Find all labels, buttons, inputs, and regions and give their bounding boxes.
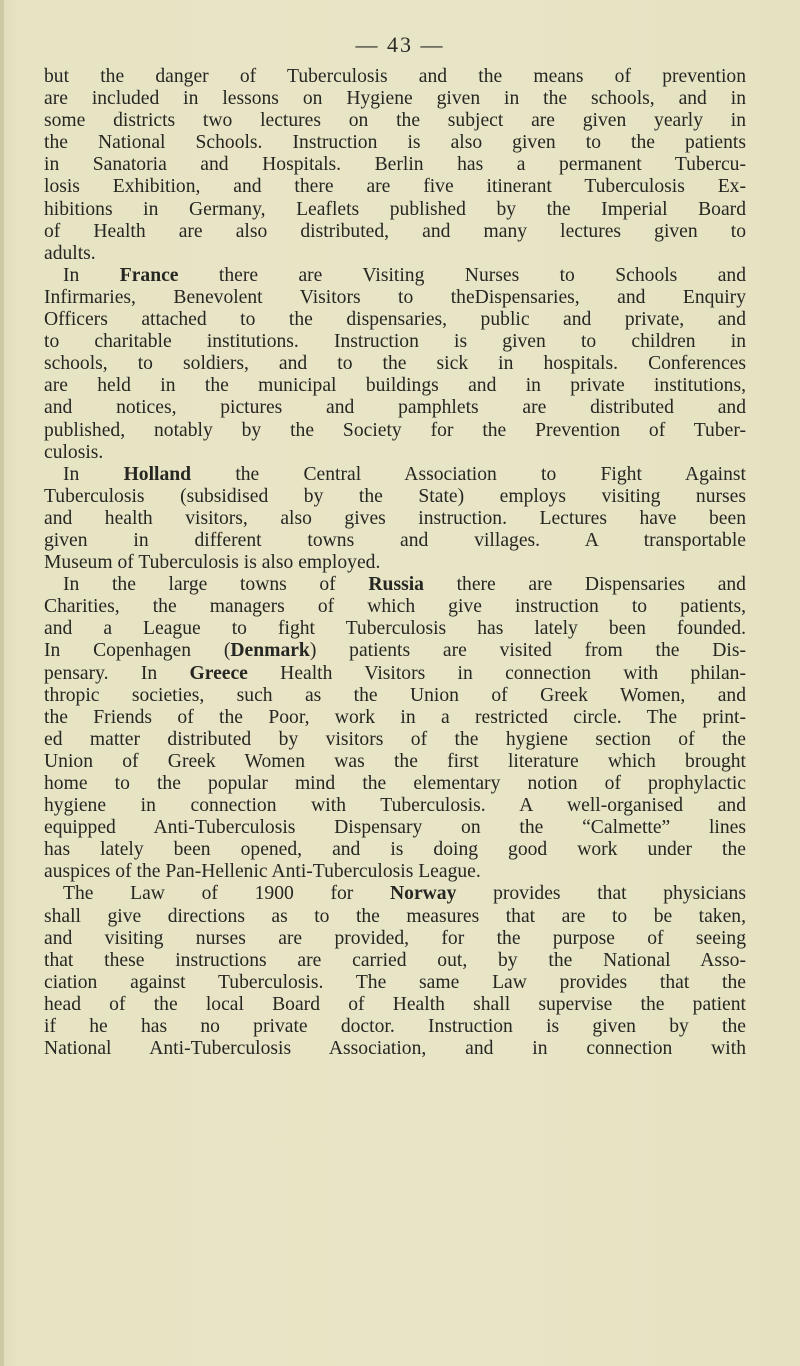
text-span: head of the local Board of Health shall supervise the patient bbox=[44, 993, 746, 1015]
text-line bbox=[44, 66, 746, 88]
text-span: if he has no private doctor. Instruction is given by the bbox=[44, 1016, 746, 1038]
text-line bbox=[44, 883, 746, 905]
text-line bbox=[44, 994, 746, 1016]
text-line bbox=[44, 486, 746, 508]
text-line bbox=[44, 375, 746, 397]
text-line bbox=[44, 508, 746, 530]
text-span: thropic societies, such as the Union of Greek Women, and bbox=[44, 684, 746, 706]
text-line bbox=[44, 420, 746, 442]
text-line bbox=[44, 773, 746, 795]
text-span: to charitable institutions. Instruction is given to children in bbox=[44, 331, 746, 353]
text-span: has lately been opened, and is doing good work under the bbox=[44, 839, 746, 861]
text-span: losis Exhibition, and there are five itinerant Tuberculosis Ex- bbox=[44, 176, 746, 198]
text-span: Tuberculosis (subsidised by the State) employs visiting nurses bbox=[44, 485, 746, 507]
text-span: published, notably by the Society for the Prevention of Tuber- bbox=[44, 419, 746, 441]
text-span: culosis. bbox=[44, 441, 104, 463]
text-line bbox=[44, 663, 746, 685]
text-line bbox=[44, 243, 746, 265]
text-span: that these instructions are carried out, by the National Asso- bbox=[44, 949, 746, 971]
text-span: are included in lessons on Hygiene given in the schools, and in bbox=[44, 88, 746, 110]
text-span: National Anti-Tuberculosis Association, and in connection with bbox=[44, 1038, 746, 1060]
text-span: given in different towns and villages. A transportable bbox=[44, 529, 746, 551]
text-span: In the large towns of bbox=[63, 574, 369, 596]
text-span: and visiting nurses are provided, for the purpose of seeing bbox=[44, 927, 746, 949]
text-line bbox=[44, 685, 746, 707]
text-line bbox=[44, 154, 746, 176]
text-line bbox=[44, 442, 746, 464]
body-text bbox=[44, 66, 746, 1060]
text-span: adults. bbox=[44, 242, 96, 264]
text-line bbox=[44, 464, 746, 486]
text-line bbox=[44, 751, 746, 773]
text-span: ) patients are visited from the Dis- bbox=[309, 640, 746, 662]
text-line bbox=[44, 906, 746, 928]
text-span: auspices of the Pan-Hellenic Anti-Tuberculosis League. bbox=[44, 861, 481, 883]
text-span: Union of Greek Women was the first literature which brought bbox=[44, 750, 746, 772]
text-span: Health Visitors in connection with philan- bbox=[247, 662, 746, 684]
text-line bbox=[44, 110, 746, 132]
text-line bbox=[44, 331, 746, 353]
text-span: in Sanatoria and Hospitals. Berlin has a permanent Tubercu- bbox=[44, 154, 746, 176]
bold-country-name: Holland bbox=[123, 463, 192, 485]
text-span: and notices, pictures and pamphlets are distributed and bbox=[44, 397, 746, 419]
text-span: and health visitors, also gives instruction. Lectures have been bbox=[44, 507, 746, 529]
bold-country-name: France bbox=[119, 264, 179, 286]
text-line bbox=[44, 950, 746, 972]
text-line bbox=[44, 176, 746, 198]
text-span: Infirmaries, Benevolent Visitors to theDispensaries, and Enquiry bbox=[44, 286, 746, 308]
text-span: are held in the municipal buildings and in private institutions, bbox=[44, 375, 746, 397]
text-span: hygiene in connection with Tuberculosis. A well-organised and bbox=[44, 795, 746, 817]
text-span: Museum of Tuberculosis is also employed. bbox=[44, 552, 381, 574]
text-span: ed matter distributed by visitors of the hygiene section of the bbox=[44, 728, 746, 750]
text-line bbox=[44, 640, 746, 662]
text-line bbox=[44, 972, 746, 994]
text-line bbox=[44, 729, 746, 751]
text-span: some districts two lectures on the subject are given yearly in bbox=[44, 110, 746, 132]
bold-country-name: Greece bbox=[189, 662, 248, 684]
text-span: the Central Association to Fight Against bbox=[191, 463, 746, 485]
text-span: equipped Anti-Tuberculosis Dispensary on the “Calmette” lines bbox=[44, 817, 746, 839]
text-line bbox=[44, 817, 746, 839]
text-span: of Health are also distributed, and many lectures given to bbox=[44, 220, 746, 242]
text-span: provides that physicians bbox=[456, 883, 746, 905]
text-span: and a League to fight Tuberculosis has lately been founded. bbox=[44, 618, 746, 640]
text-line bbox=[44, 353, 746, 375]
bold-country-name: Denmark bbox=[230, 640, 310, 662]
text-line bbox=[44, 309, 746, 331]
bold-country-name: Russia bbox=[368, 574, 424, 596]
text-span: In bbox=[63, 264, 120, 286]
text-span: schools, to soldiers, and to the sick in hospitals. Conferences bbox=[44, 353, 746, 375]
text-span: Officers attached to the dispensaries, public and private, and bbox=[44, 309, 746, 331]
text-line bbox=[44, 839, 746, 861]
text-line bbox=[44, 1016, 746, 1038]
text-span: In bbox=[63, 463, 124, 485]
text-span: ciation against Tuberculosis. The same Law provides that the bbox=[44, 971, 746, 993]
text-line bbox=[44, 707, 746, 729]
binding-edge bbox=[0, 0, 4, 1366]
text-line bbox=[44, 265, 746, 287]
text-line bbox=[44, 221, 746, 243]
text-span: In Copenhagen ( bbox=[44, 640, 231, 662]
text-line bbox=[44, 574, 746, 596]
text-line bbox=[44, 928, 746, 950]
text-span: home to the popular mind the elementary notion of prophylactic bbox=[44, 773, 746, 794]
text-line bbox=[44, 132, 746, 154]
text-line bbox=[44, 199, 746, 221]
text-span: shall give directions as to the measures that are to be taken, bbox=[44, 905, 746, 927]
page-number: — 43 — bbox=[355, 32, 445, 57]
text-line bbox=[44, 795, 746, 817]
text-span: Charities, the managers of which give instruction to patients, bbox=[44, 596, 746, 618]
text-line bbox=[44, 88, 746, 110]
text-span: the Friends of the Poor, work in a restricted circle. The print- bbox=[44, 706, 746, 728]
text-line bbox=[44, 287, 746, 309]
text-span: there are Dispensaries and bbox=[423, 574, 746, 596]
text-line bbox=[44, 618, 746, 640]
text-line bbox=[44, 397, 746, 419]
text-span: The Law of 1900 for bbox=[63, 883, 390, 905]
text-span: but the danger of Tuberculosis and the means of prevention bbox=[44, 66, 746, 87]
text-span: pensary. In bbox=[44, 662, 190, 684]
text-line bbox=[44, 530, 746, 552]
text-line bbox=[44, 861, 746, 883]
text-line bbox=[44, 596, 746, 618]
text-line bbox=[44, 1038, 746, 1060]
text-span: the National Schools. Instruction is also given to the patients bbox=[44, 132, 746, 154]
text-span: there are Visiting Nurses to Schools and bbox=[178, 264, 746, 286]
text-span: hibitions in Germany, Leaflets published by the Imperial Board bbox=[44, 198, 746, 220]
text-line bbox=[44, 552, 746, 574]
bold-country-name: Norway bbox=[390, 883, 457, 905]
